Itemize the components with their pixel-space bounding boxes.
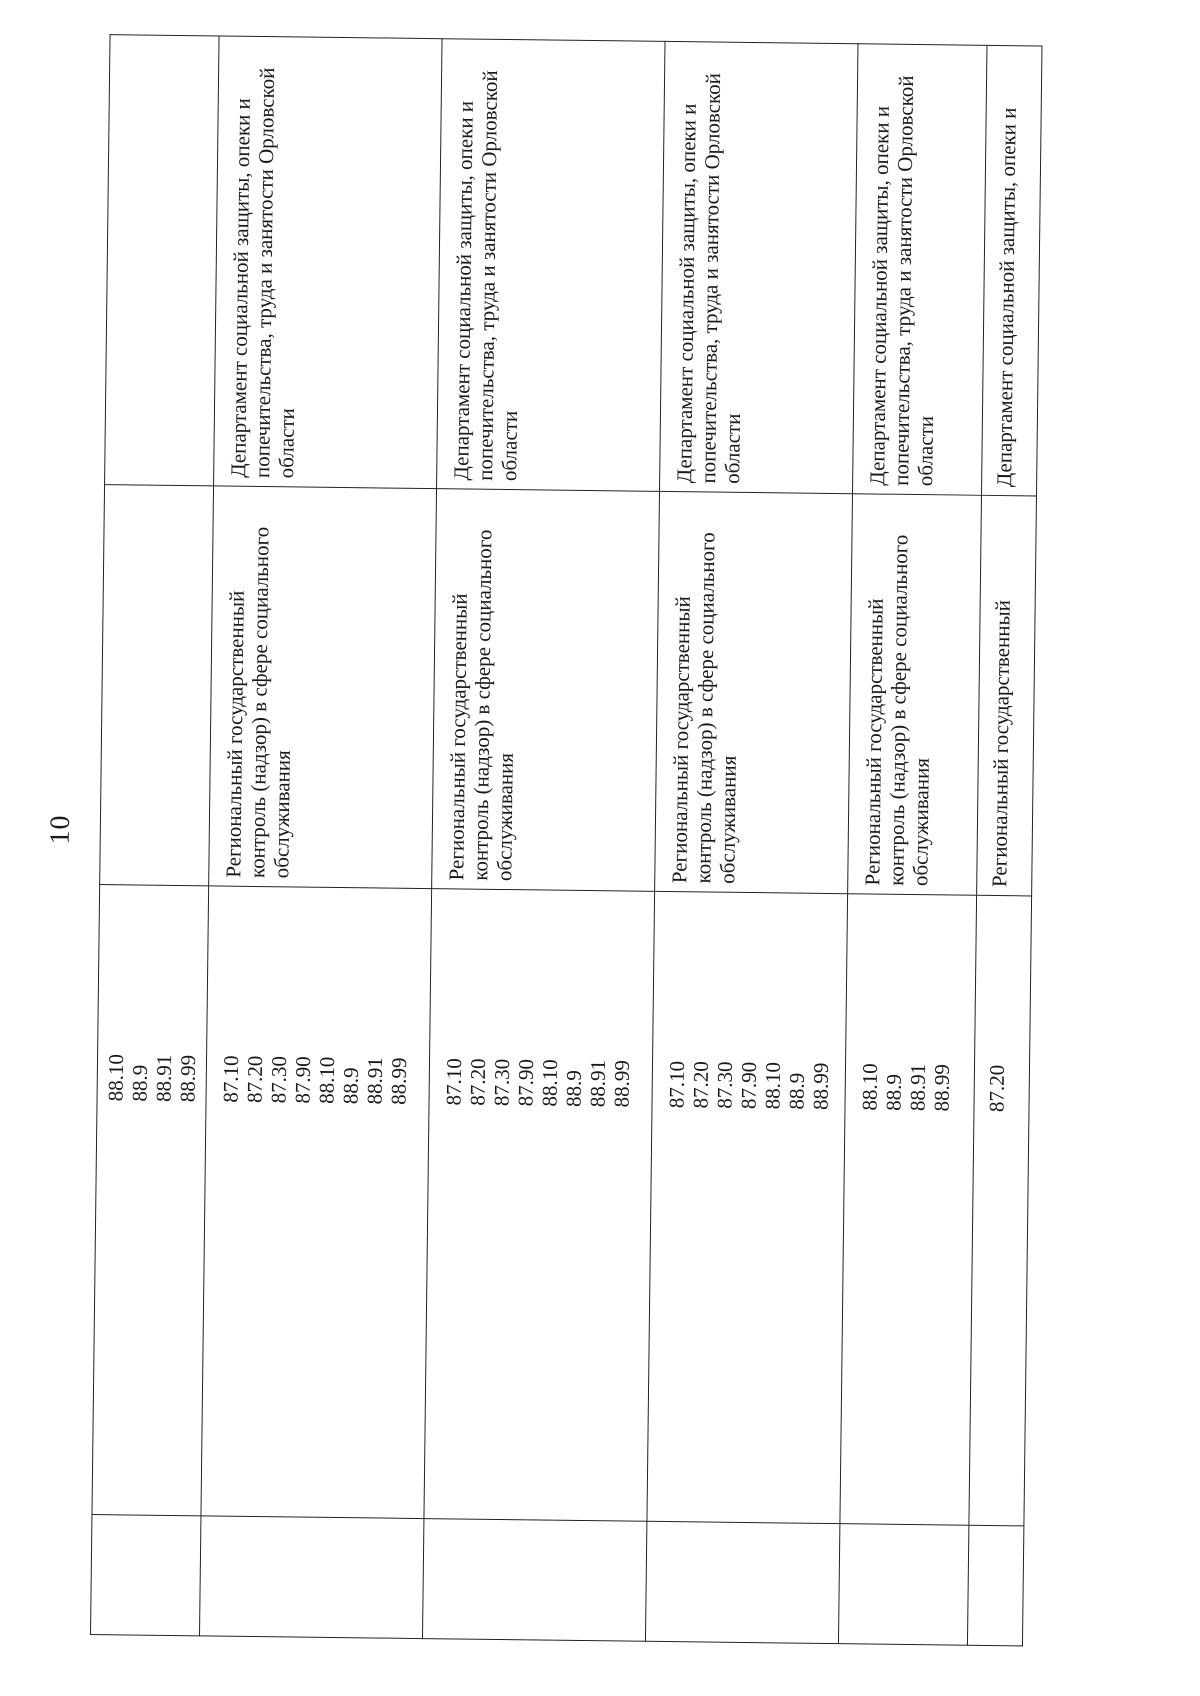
okved-code: 87.90 <box>736 1061 762 1110</box>
control-type-cell <box>100 485 214 886</box>
row-number-cell <box>838 1524 968 1646</box>
okved-code: 88.10 <box>857 1063 883 1111</box>
okved-codes-cell <box>969 895 1032 1526</box>
table-row <box>199 36 442 1639</box>
control-type-line: обслуживания <box>269 750 295 879</box>
row-number-cell <box>199 1516 423 1639</box>
okved-code: 88.9 <box>127 1064 152 1102</box>
authority-cell <box>437 39 665 492</box>
control-type-line: контроль (надзор) в сфере социального <box>884 534 913 886</box>
okved-code: 88.9 <box>338 1067 363 1105</box>
okved-code: 87.20 <box>242 1055 268 1104</box>
okved-code: 88.9 <box>784 1072 809 1110</box>
document-page <box>44 35 1109 1647</box>
okved-code: 88.91 <box>362 1057 388 1105</box>
authority-line: попечительства, труда и занятости Орловской области <box>696 72 745 484</box>
row-number-cell <box>91 1515 201 1636</box>
okved-code: 88.91 <box>905 1063 931 1112</box>
control-type-cell <box>977 495 1037 896</box>
activity-control-table <box>90 34 1042 1646</box>
control-type-line: Региональный государственный <box>987 599 1015 888</box>
authority-line: Департамент социальной защиты, опеки и <box>865 105 894 486</box>
okved-code: 88.99 <box>386 1057 412 1105</box>
control-type-cell <box>209 486 437 889</box>
okved-code: 87.10 <box>664 1060 690 1109</box>
okved-code: 88.99 <box>609 1060 635 1108</box>
okved-code: 87.20 <box>688 1061 714 1109</box>
okved-code: 88.10 <box>103 1053 129 1102</box>
okved-codes-cell <box>647 891 848 1523</box>
control-type-line: обслуживания <box>908 757 934 887</box>
control-type-cell <box>432 489 660 892</box>
authority-cell <box>105 35 219 486</box>
okved-code: 88.99 <box>929 1063 955 1112</box>
control-type-line: обслуживания <box>715 755 741 884</box>
okved-code: 87.90 <box>290 1056 316 1104</box>
table-row <box>838 44 987 1645</box>
table-row <box>645 41 858 1643</box>
authority-line: попечительства, труда и занятости Орловской области <box>889 75 938 487</box>
okved-code: 87.90 <box>513 1058 539 1107</box>
page-number: 10 <box>44 814 77 845</box>
authority-cell <box>981 45 1041 496</box>
okved-codes-cell <box>424 889 655 1522</box>
okved-code: 88.10 <box>314 1056 340 1104</box>
authority-line: Департамент социальной защиты, опеки и <box>672 103 701 484</box>
okved-code: 88.99 <box>808 1062 834 1111</box>
control-type-line: контроль (надзор) в сфере социального <box>691 532 720 884</box>
row-number-cell <box>967 1525 1023 1646</box>
okved-code: 87.20 <box>984 1064 1010 1113</box>
okved-code: 87.10 <box>441 1058 467 1106</box>
okved-code: 88.9 <box>881 1073 906 1111</box>
okved-code: 88.9 <box>561 1069 586 1108</box>
authority-line: попечительства, труда и занятости Орловской области <box>250 67 300 479</box>
control-type-line: Региональный государственный <box>444 593 472 881</box>
control-type-line: Региональный государственный <box>860 598 888 886</box>
okved-code: 88.10 <box>537 1059 563 1107</box>
okved-codes-cell <box>840 894 977 1526</box>
authority-line: Департамент социальной защиты, опеки и <box>226 97 255 478</box>
control-type-cell <box>848 494 982 896</box>
control-type-line: контроль (надзор) в сфере социального <box>245 526 274 879</box>
authority-cell <box>214 36 442 489</box>
authority-line: Департамент социальной защиты, опеки и <box>449 100 478 481</box>
okved-codes-cell <box>201 886 432 1519</box>
row-number-cell <box>645 1521 839 1643</box>
table-row <box>91 35 220 1636</box>
control-type-cell <box>655 491 853 893</box>
authority-line: попечительства, труда и занятости Орловской области <box>473 70 522 482</box>
authority-cell <box>660 41 858 493</box>
okved-code: 88.91 <box>585 1059 611 1108</box>
okved-code: 87.30 <box>489 1058 515 1107</box>
okved-code: 87.20 <box>465 1058 491 1106</box>
authority-line: Департамент социальной защиты, опеки и <box>992 107 1021 488</box>
okved-code: 87.30 <box>712 1061 738 1109</box>
control-type-line: обслуживания <box>492 752 518 882</box>
okved-code: 88.10 <box>760 1061 786 1110</box>
okved-code: 87.30 <box>266 1055 292 1104</box>
okved-code: 87.10 <box>218 1055 244 1103</box>
okved-code: 88.91 <box>151 1054 177 1103</box>
row-number-cell <box>422 1519 646 1642</box>
control-type-line: Региональный государственный <box>667 596 695 884</box>
authority-cell <box>852 44 986 496</box>
okved-codes-cell <box>92 885 209 1516</box>
control-type-line: Региональный государственный <box>221 590 249 878</box>
control-type-line: контроль (надзор) в сфере социального <box>468 529 497 881</box>
table-row <box>422 39 665 1642</box>
okved-code: 88.99 <box>175 1054 201 1103</box>
